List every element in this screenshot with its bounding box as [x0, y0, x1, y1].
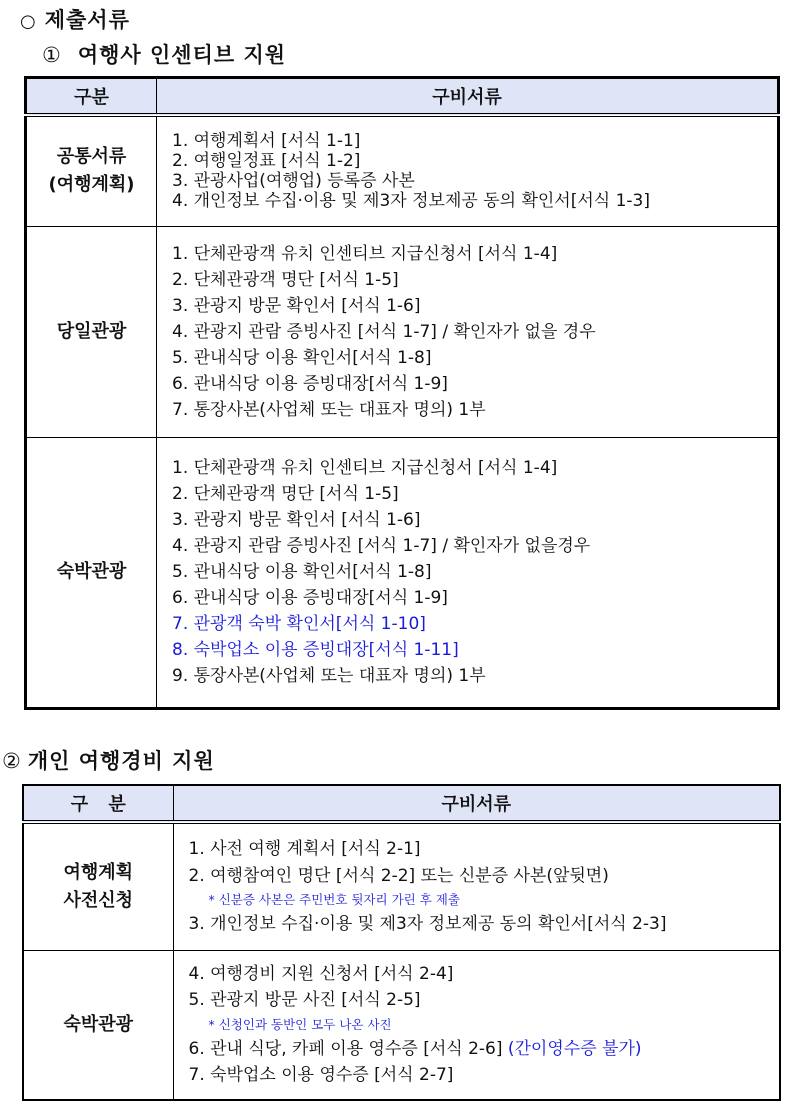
document-item: 3. 개인정보 수집·이용 및 제3자 정보제공 동의 확인서[서식 2-3]	[188, 914, 667, 934]
agency-incentive-table	[24, 76, 780, 710]
document-item: 4. 여행경비 지원 신청서 [서식 2-4]	[188, 963, 454, 984]
category-line: (여행계획)	[48, 174, 135, 196]
heading-title: 제출서류	[44, 8, 130, 32]
document-item-suffix: (간이영수증 불가)	[507, 1038, 642, 1059]
document-item: 4. 관광지 관람 증빙사진 [서식 1-7] / 확인자가 없을 경우	[172, 321, 596, 342]
document-item	[189, 1036, 780, 1063]
document-item: 2. 여행참여인 명단 [서식 2-2] 또는 신분증 사본(앞뒷면)	[188, 865, 609, 886]
document-item-text: 6. 관내 식당, 카페 이용 영수증 [서식 2-6]	[188, 1038, 503, 1059]
category-line: 공통서류	[56, 146, 127, 168]
category-line: 숙박관광	[63, 1013, 134, 1035]
document-item-highlighted: 8. 숙박업소 이용 증빙대장[서식 1-11]	[172, 640, 459, 660]
header-category: 구 분	[23, 785, 173, 822]
header-documents: 구비서류	[173, 785, 780, 822]
document-item: 1. 사전 여행 계획서 [서식 2-1]	[188, 839, 421, 859]
row-category	[23, 822, 173, 950]
document-item: 5. 관광지 방문 사진 [서식 2-5]	[188, 990, 421, 1011]
document-item-highlighted: 7. 관광객 숙박 확인서[서식 1-10]	[172, 614, 426, 634]
section2-title: 개인 여행경비 지원	[27, 749, 215, 773]
document-heading	[20, 4, 130, 34]
document-item: 6. 관내식당 이용 증빙대장[서식 1-9]	[172, 373, 448, 394]
category-line: 숙박관광	[56, 561, 127, 582]
row-category	[23, 950, 173, 1100]
table-row	[23, 950, 780, 1100]
document-item: 1. 단체관광객 유치 인센티브 지급신청서 [서식 1-4]	[172, 458, 558, 478]
row-category	[26, 115, 157, 226]
table-row	[26, 115, 779, 226]
document-item: 4. 관광지 관람 증빙사진 [서식 1-7] / 확인자가 없을경우	[172, 536, 591, 556]
document-item: 7. 숙박업소 이용 영수증 [서식 2-7]	[188, 1065, 454, 1086]
row-documents	[173, 822, 780, 950]
document-item: 7. 통장사본(사업체 또는 대표자 명의) 1부	[172, 399, 486, 420]
document-note: * 신분증 사본은 주민번호 뒷자리 가린 후 제출	[208, 892, 460, 907]
section1-heading	[42, 39, 286, 69]
circle-bullet-icon: ○	[20, 11, 37, 32]
section1-title: 여행사 인센티브 지원	[77, 43, 287, 67]
header-documents: 구비서류	[157, 78, 779, 116]
row-category	[26, 226, 157, 437]
section1-number: ①	[42, 43, 62, 67]
document-item: 3. 관광사업(여행업) 등록증 사본	[172, 171, 415, 192]
row-documents	[157, 115, 779, 226]
document-item: 4. 개인정보 수집·이용 및 제3자 정보제공 동의 확인서[서식 1-3]	[172, 191, 650, 212]
document-item: 2. 단체관광객 명단 [서식 1-5]	[172, 269, 399, 290]
document-note: * 신청인과 동반인 모두 나온 사진	[208, 1016, 392, 1032]
document-item: 3. 관광지 방문 확인서 [서식 1-6]	[172, 510, 421, 530]
row-documents	[173, 950, 780, 1100]
section2-number: ②	[2, 749, 22, 773]
row-documents	[157, 226, 779, 437]
document-item: 5. 관내식당 이용 확인서[서식 1-8]	[172, 347, 432, 368]
document-item: 5. 관내식당 이용 확인서[서식 1-8]	[172, 562, 432, 582]
document-item: 9. 통장사본(사업체 또는 대표자 명의) 1부	[172, 666, 486, 686]
document-item: 2. 단체관광객 명단 [서식 1-5]	[172, 484, 399, 504]
section2-heading	[2, 745, 215, 775]
table-row	[23, 822, 780, 950]
document-item: 1. 단체관광객 유치 인센티브 지급신청서 [서식 1-4]	[172, 243, 558, 264]
document-item: 2. 여행일정표 [서식 1-2]	[172, 151, 361, 172]
category-line: 당일관광	[56, 320, 127, 342]
personal-travel-expense-table	[22, 784, 781, 1101]
table-row	[26, 437, 779, 708]
category-line: 사전신청	[63, 889, 134, 911]
row-documents	[157, 437, 779, 708]
row-category	[26, 437, 157, 708]
table-header-row	[26, 78, 779, 116]
table-header-row	[23, 785, 780, 822]
table-row	[26, 226, 779, 437]
header-category: 구분	[26, 78, 157, 116]
document-item: 3. 관광지 방문 확인서 [서식 1-6]	[172, 295, 421, 316]
category-line: 여행계획	[63, 861, 134, 883]
document-item: 1. 여행계획서 [서식 1-1]	[172, 131, 361, 152]
document-item: 6. 관내식당 이용 증빙대장[서식 1-9]	[172, 588, 448, 608]
